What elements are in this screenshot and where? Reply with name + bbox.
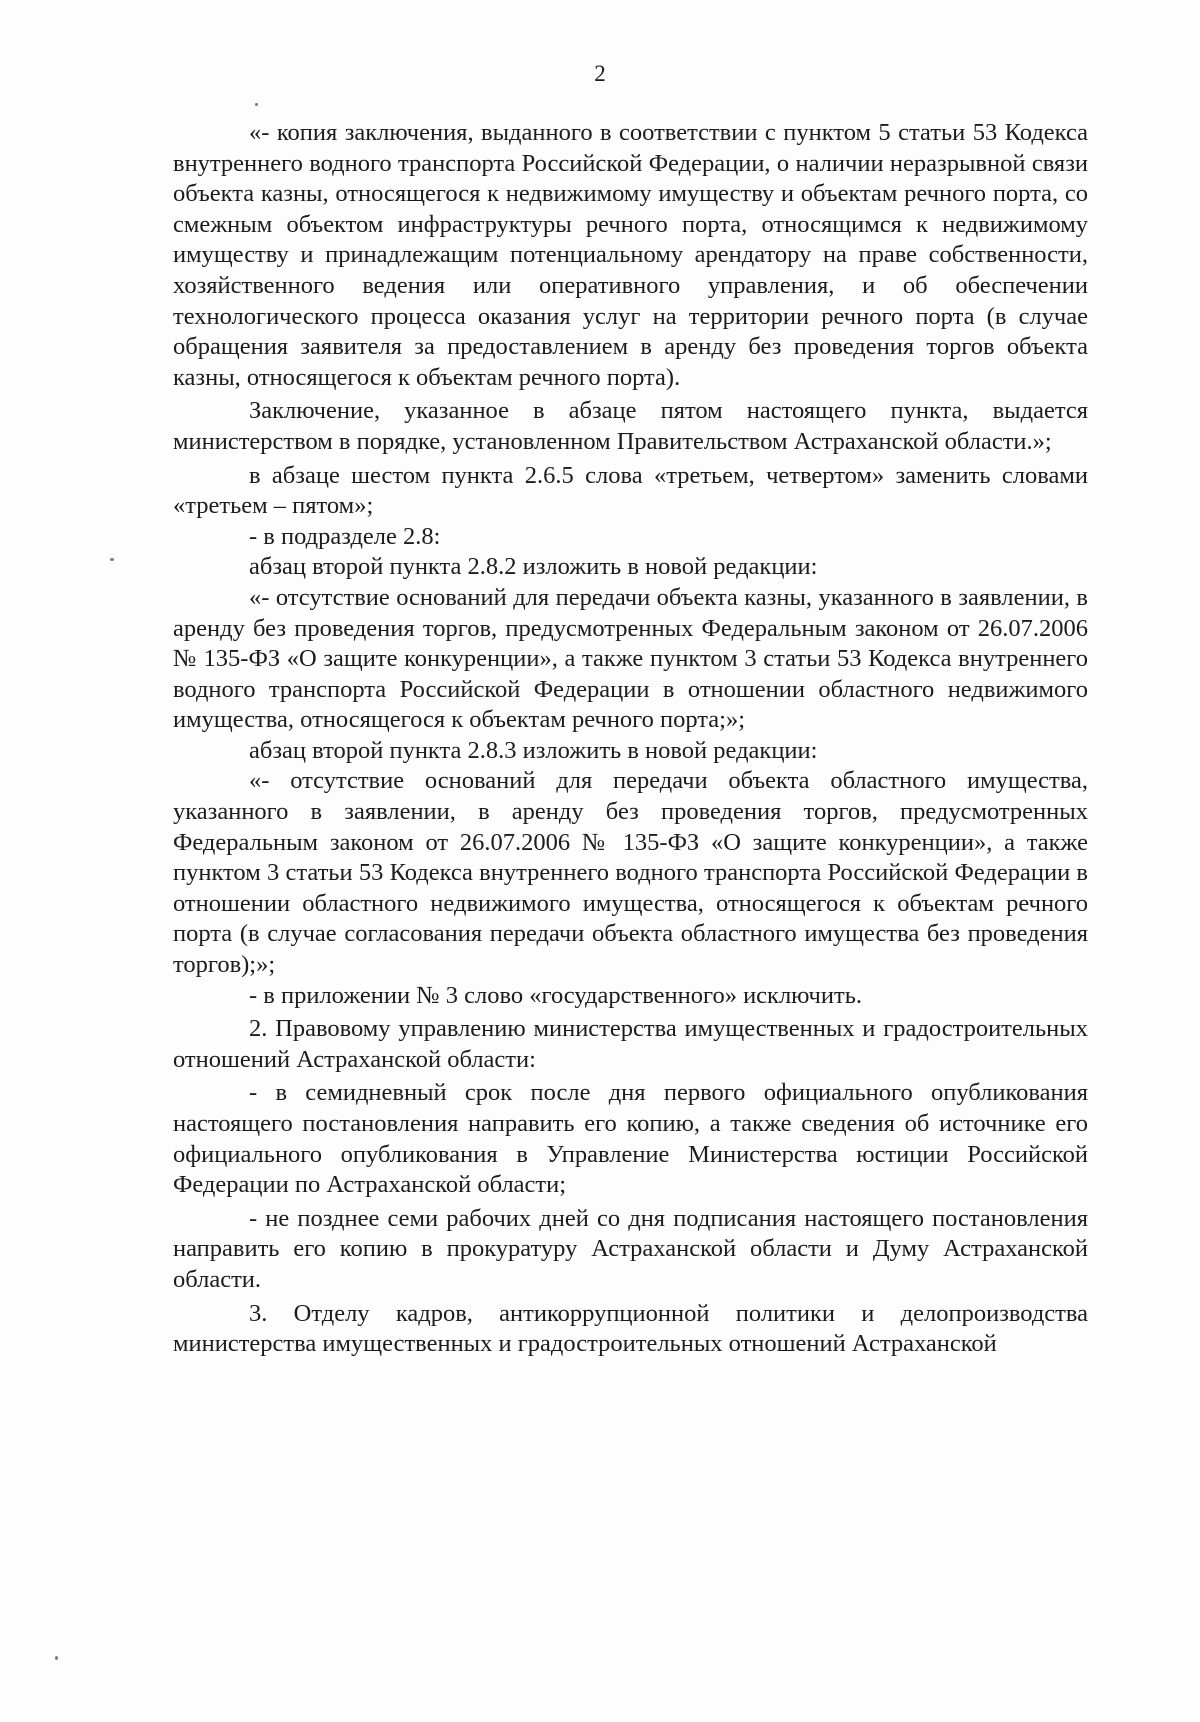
document-body xyxy=(173,118,1088,1360)
page-number: 2 xyxy=(594,61,606,86)
scan-speck xyxy=(55,1656,58,1660)
paragraph-seven-day-term: - в семидневный срок после дня первого официального опубликования настоящего постановления направить его копию, а также сведения об источнике его официального опубликования в Управление Министерства юстиции Российской Федерации по Астраханской области; xyxy=(173,1079,1088,1199)
paragraph-2-8-3-heading: абзац второй пункта 2.8.3 изложить в новой редакции: xyxy=(249,736,818,764)
paragraph-amend-2-6-5: в абзаце шестом пункта 2.6.5 слова «третьем, четвертом» заменить словами «третьем – пятом»; xyxy=(173,461,1088,520)
scan-speck xyxy=(110,558,114,561)
paragraph-2-8-2-text: «- отсутствие оснований для передачи объекта казны, указанного в заявлении, в аренду без проведения торгов, предусмотренных Федеральным законом от 26.07.2006 № 135-ФЗ «О защите конкуренции», а также пунктом 3 статьи 53 Кодекса внутреннего водного транспорта Российской Федерации в отношении областного недвижимого имущества, относящегося к объектам речного порта;»; xyxy=(173,583,1088,734)
paragraph-2-8-2-heading: абзац второй пункта 2.8.2 изложить в новой редакции: xyxy=(249,553,818,581)
paragraph-copy-of-conclusion: «- копия заключения, выданного в соответствии с пунктом 5 статьи 53 Кодекса внутреннего водного транспорта Российской Федерации, о наличии неразрывной связи объекта казны, относящегося к недвижимому имуществу и объектам речного порта, со смежным объектом инфраструктуры речного порта, относящимся к недвижимому имуществу и принадлежащим потенциальному арендатору на праве собственности, хозяйственного ведения или оперативного управления, и об обеспечении технологического процесса оказания услуг на территории речного порта (в случае обращения заявителя за предоставлением в аренду без проведения торгов объекта казны, относящегося к объектам речного порта). xyxy=(173,119,1088,391)
scan-speck xyxy=(255,103,258,106)
paragraph-seven-working-days: - не позднее семи рабочих дней со дня подписания настоящего постановления направить его копию в прокуратуру Астраханской области и Думу Астраханской области. xyxy=(173,1204,1088,1293)
paragraph-item-2: 2. Правовому управлению министерства имущественных и градостроительных отношений Астраханской области: xyxy=(173,1015,1088,1073)
paragraph-appendix-3: - в приложении № 3 слово «государственного» исключить. xyxy=(249,981,862,1009)
paragraph-2-8-3-text: «- отсутствие оснований для передачи объекта областного имущества, указанного в заявлении, в аренду без проведения торгов, предусмотренных Федеральным законом от 26.07.2006 № 135-ФЗ «О защите конкуренции», а также пунктом 3 статьи 53 Кодекса внутреннего водного транспорта Российской Федерации в отношении областного недвижимого имущества, относящегося к объектам речного порта (в случае согласования передачи объекта областного имущества без проведения торгов);»; xyxy=(173,767,1088,979)
paragraph-subsection-2-8: - в подразделе 2.8: xyxy=(249,522,441,550)
paragraph-item-3: 3. Отделу кадров, антикоррупционной политики и делопроизводства министерства имущественных и градостроительных отношений Астраханской xyxy=(173,1299,1088,1358)
paragraph-conclusion-issued: Заключение, указанное в абзаце пятом настоящего пункта, выдается министерством в порядке, установленном Правительством Астраханской области.»; xyxy=(173,397,1088,455)
